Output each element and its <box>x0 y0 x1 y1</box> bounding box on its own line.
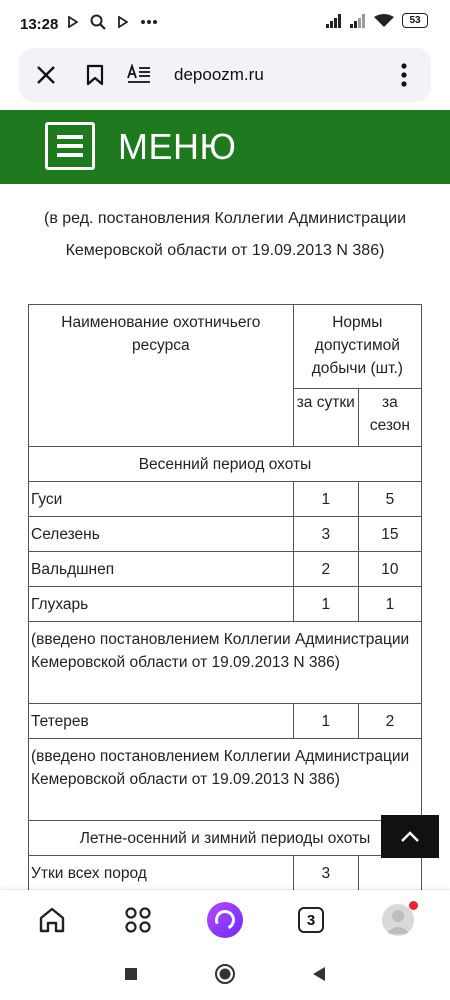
system-nav-bar <box>0 950 450 1000</box>
status-icons-right <box>326 13 428 28</box>
tabs-count: 3 <box>306 911 316 929</box>
bookmark-button[interactable] <box>82 62 108 88</box>
back-icon <box>312 966 326 982</box>
close-icon <box>36 65 56 85</box>
cell-day: 1 <box>293 704 358 739</box>
home-circle-icon <box>214 963 236 985</box>
menu-button[interactable] <box>45 122 95 170</box>
header-norms: Нормы допустимой добычи (шт.) <box>293 305 421 389</box>
more-options-button[interactable] <box>391 62 417 88</box>
bookmark-icon <box>86 64 104 86</box>
section-spring: Весенний период охоты <box>29 447 422 482</box>
battery-level: 53 <box>409 15 421 26</box>
alice-button[interactable] <box>207 902 243 938</box>
search-icon <box>90 14 106 30</box>
more-dots-icon <box>140 19 158 25</box>
signal-icon <box>350 14 366 28</box>
status-time: 13:28 <box>20 16 59 33</box>
play-icon <box>118 16 128 28</box>
signal-icon <box>326 14 342 28</box>
status-icons-left <box>68 14 158 30</box>
cell-day: 3 <box>293 517 358 552</box>
scroll-to-top-button[interactable] <box>381 815 439 858</box>
cell-day: 3 <box>293 856 358 891</box>
cell-season <box>358 856 421 891</box>
recents-button[interactable] <box>119 962 143 986</box>
table-note-row <box>29 739 422 821</box>
notification-dot <box>409 901 418 910</box>
battery-icon <box>402 13 428 28</box>
wifi-icon <box>374 14 394 28</box>
profile-button[interactable] <box>380 902 416 938</box>
play-icon <box>68 16 78 28</box>
table-note-row <box>29 622 422 704</box>
cell-name: Глухарь <box>29 587 294 622</box>
header-per-day: за сутки <box>293 389 358 447</box>
cell-season: 10 <box>358 552 421 587</box>
amendment-note: (введено постановлением Коллегии Администрации Кемеровской области от 19.09.2013 N 386) <box>29 739 422 821</box>
cell-name: Утки всех пород <box>29 856 294 891</box>
cell-day: 2 <box>293 552 358 587</box>
system-home-button[interactable] <box>213 962 237 986</box>
section-summer-winter: Летне-осенний и зимний периоды охоты <box>29 821 422 856</box>
cell-day: 1 <box>293 587 358 622</box>
cell-season: 5 <box>358 482 421 517</box>
site-menu-bar <box>0 110 450 184</box>
cell-name: Тетерев <box>29 704 294 739</box>
browser-toolbar <box>0 46 450 110</box>
address-bar[interactable] <box>19 48 431 102</box>
more-vertical-icon <box>401 63 407 87</box>
apps-grid-icon <box>124 906 152 934</box>
tabs-icon <box>298 907 324 933</box>
hamburger-icon <box>57 135 83 139</box>
apps-button[interactable] <box>120 902 156 938</box>
table-row <box>29 856 422 891</box>
cell-name: Гуси <box>29 482 294 517</box>
cell-name: Селезень <box>29 517 294 552</box>
cell-season: 1 <box>358 587 421 622</box>
cell-season: 15 <box>358 517 421 552</box>
cell-name: Вальдшнеп <box>29 552 294 587</box>
close-button[interactable] <box>33 62 59 88</box>
header-resource-name: Наименование охотничьего ресурса <box>29 305 294 447</box>
browser-bottom-nav <box>0 890 450 950</box>
chevron-up-icon <box>400 831 420 843</box>
reader-mode-icon <box>127 64 151 86</box>
table-row <box>29 587 422 622</box>
table-row <box>29 482 422 517</box>
table-row <box>29 517 422 552</box>
table-row <box>29 704 422 739</box>
reader-mode-button[interactable] <box>126 62 152 88</box>
table-row <box>29 552 422 587</box>
back-button[interactable] <box>307 962 331 986</box>
alice-icon <box>207 902 243 938</box>
header-per-season: за сезон <box>358 389 421 447</box>
tabs-button[interactable] <box>293 902 329 938</box>
amendment-note: (введено постановлением Коллегии Администрации Кемеровской области от 19.09.2013 N 386) <box>29 622 422 704</box>
url-text[interactable]: depoozm.ru <box>174 65 264 84</box>
edition-note: (в ред. постановления Коллегии Администрации Кемеровской области от 19.09.2013 N 386) <box>43 210 406 259</box>
profile-icon <box>382 904 414 936</box>
home-button[interactable] <box>34 902 70 938</box>
status-bar <box>0 0 450 52</box>
hunting-norms-table <box>28 304 422 890</box>
page-content[interactable] <box>0 184 450 890</box>
menu-label[interactable]: МЕНЮ <box>118 126 237 167</box>
cell-day: 1 <box>293 482 358 517</box>
recents-icon <box>124 967 138 981</box>
cell-season: 2 <box>358 704 421 739</box>
home-icon <box>37 905 67 935</box>
